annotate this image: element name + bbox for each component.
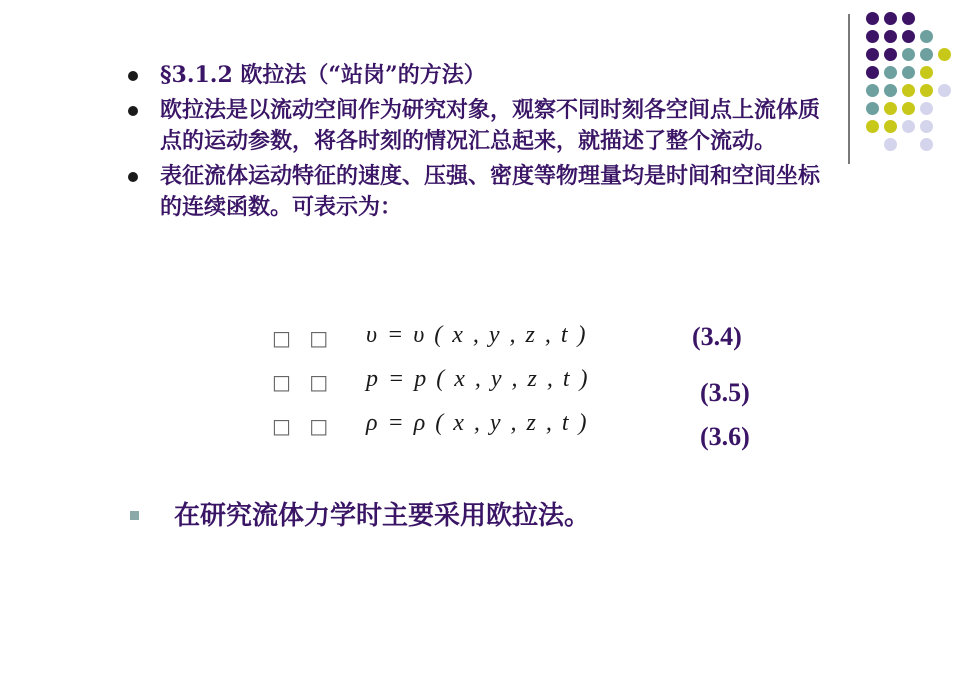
equation-number: (3.6) <box>700 422 750 451</box>
equation-expression: υ = υ ( x , y , z , t ) <box>366 322 588 348</box>
decor-dot <box>920 120 933 133</box>
bullet-text: 欧拉法是以流动空间作为研究对象，观察不同时刻各空间点上流体质点的运动参数，将各时刻的情况汇总起来，就描述了整个流动。 <box>160 97 821 154</box>
decor-dot <box>920 84 933 97</box>
decor-dot <box>938 84 951 97</box>
placeholder-boxes: □ □ <box>272 414 335 438</box>
decor-dot <box>884 66 897 79</box>
decor-dot <box>884 120 897 133</box>
decor-dot <box>938 48 951 61</box>
bullet-text: 表征流体运动特征的速度、压强、密度等物理量均是时间和空间坐标的连续函数。可表示为： <box>160 163 821 220</box>
equation-density <box>272 410 592 444</box>
decor-dot <box>884 12 897 25</box>
decor-dot <box>902 120 915 133</box>
equation-expression: p = p ( x , y , z , t ) <box>366 366 590 392</box>
decor-dot <box>884 48 897 61</box>
decor-dot <box>902 102 915 115</box>
summary-text: 在研究流体力学时主要采用欧拉法。 <box>174 501 591 531</box>
decorative-divider-line <box>848 14 850 164</box>
decor-dot <box>920 102 933 115</box>
equation-velocity <box>272 322 592 356</box>
decor-dot <box>902 30 915 43</box>
decor-dot <box>866 102 879 115</box>
bullet-item-euler-definition <box>128 95 828 157</box>
decor-dot <box>902 84 915 97</box>
decor-dot <box>866 66 879 79</box>
equation-expression: ρ = ρ ( x , y , z , t ) <box>366 410 589 436</box>
decor-dot <box>920 66 933 79</box>
decor-dot <box>902 12 915 25</box>
bullet-list <box>128 60 828 227</box>
decor-dot <box>884 138 897 151</box>
bullet-dot-icon <box>128 71 138 81</box>
decor-dot <box>866 48 879 61</box>
decor-dot <box>920 48 933 61</box>
bullet-dot-icon <box>128 172 138 182</box>
decor-dot <box>902 48 915 61</box>
bullet-item-continuous-functions <box>128 161 828 223</box>
bullet-text: §3.1.2 欧拉法（“站岗”的方法） <box>160 62 486 88</box>
equation-number: (3.5) <box>700 378 750 407</box>
decor-dot <box>902 66 915 79</box>
decor-dot <box>866 84 879 97</box>
decor-dot <box>884 102 897 115</box>
decor-dot <box>884 84 897 97</box>
placeholder-boxes: □ □ <box>272 326 335 350</box>
square-bullet-icon <box>130 511 139 520</box>
decor-dot <box>866 12 879 25</box>
summary-bullet <box>128 498 590 534</box>
equation-pressure <box>272 366 592 400</box>
bullet-dot-icon <box>128 106 138 116</box>
decorative-dot-grid <box>866 12 966 147</box>
placeholder-boxes: □ □ <box>272 370 335 394</box>
decor-dot <box>884 30 897 43</box>
decor-dot <box>920 138 933 151</box>
equation-number: (3.4) <box>692 322 742 351</box>
decor-dot <box>866 120 879 133</box>
decor-dot <box>866 30 879 43</box>
bullet-item-section-heading <box>128 60 828 91</box>
decor-dot <box>920 30 933 43</box>
